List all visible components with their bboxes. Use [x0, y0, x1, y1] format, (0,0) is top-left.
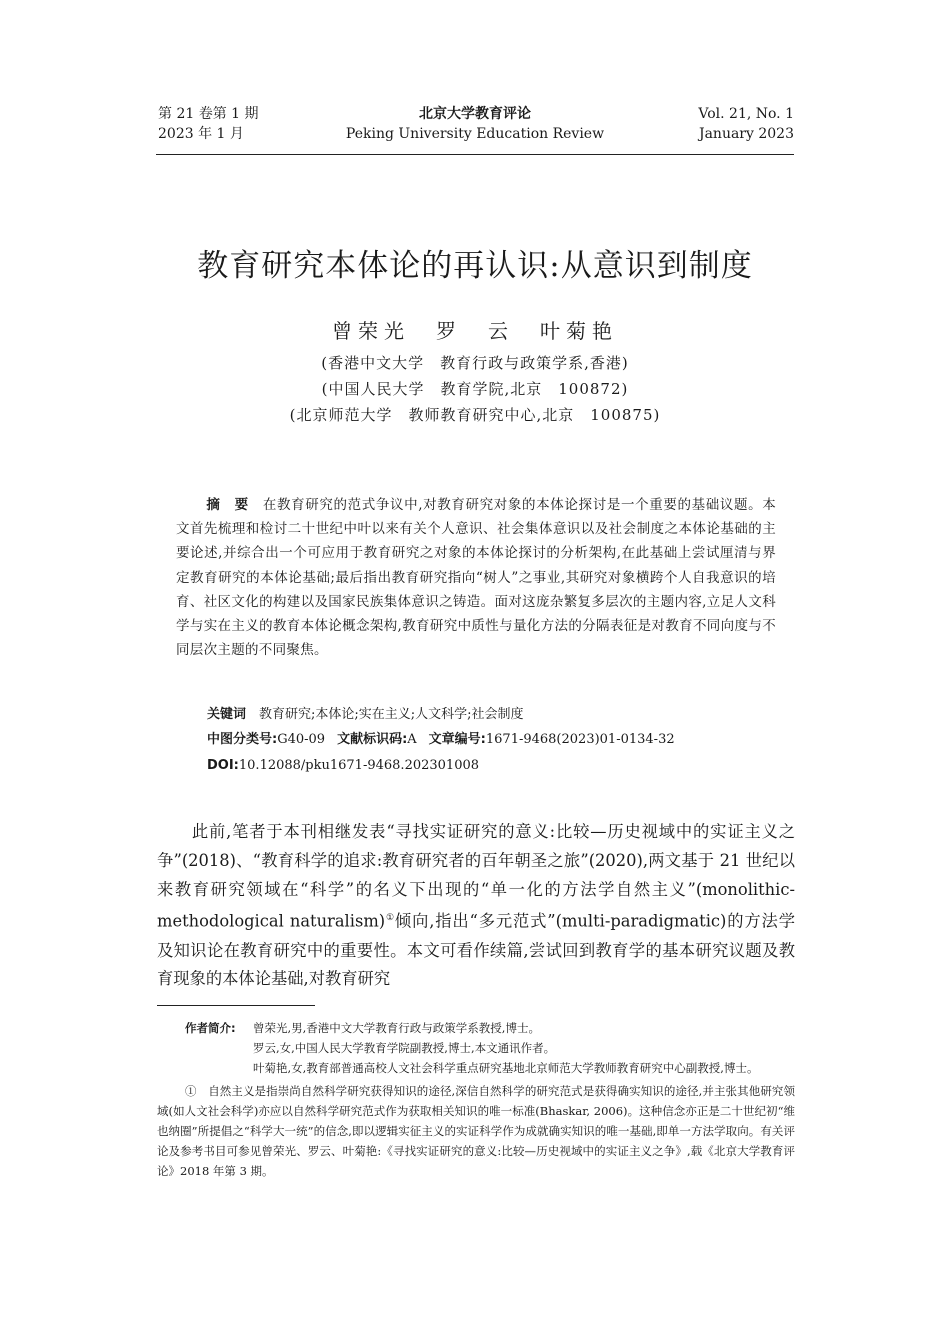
doi	[207, 755, 479, 777]
article-title: 教育研究本体论的再认识:从意识到制度	[197, 248, 753, 284]
abstract-text: 在教育研究的范式争议中,对教育研究对象的本体论探讨是一个重要的基础议题。本文首先梳理和检讨二十世纪中叶以来有关个人意识、社会集体意识以及社会制度之本体论基础的主要论述,并综合出一个可应用于教育研究之对象的本体论探讨的分析架构,在此基础上尝试厘清与界定教育研究的本体论基础;最后指出教育研究指向“树人”之事业,其研究对象横跨个人自我意识的培育、社区文化的构建以及国家民族集体意识之铸造。面对这庞杂繁复多层次的主题内容,立足人文科学与实在主义的教育本体论概念架构,教育研究中质性与量化方法的分隔表征是对教育不同向度与不同层次主题的不同聚焦。	[176, 497, 777, 659]
author-info-line: 曾荣光,男,香港中文大学教育行政与政策学系教授,博士。	[253, 1021, 540, 1035]
author-info-label: 作者简介:	[185, 1021, 236, 1035]
abstract-label: 摘 要	[206, 497, 249, 513]
volume-cn: 第 21 卷第 1 期	[158, 106, 259, 122]
journal-title-en: Peking University Education Review	[345, 126, 605, 142]
keywords-text: 教育研究;本体论;实在主义;人文科学;社会制度	[259, 707, 524, 722]
volume-en: Vol. 21, No. 1	[698, 106, 794, 122]
footnote-rule	[157, 1005, 315, 1006]
doi-value[interactable]: 10.12088/pku1671-9468.202301008	[238, 758, 480, 773]
author-info-lines	[253, 1018, 795, 1078]
doc-code-label: 文献标识码:	[337, 732, 408, 747]
footnote-marker: ①	[185, 1084, 197, 1098]
affiliation-line: (香港中文大学 教育行政与政策学系,香港)	[321, 354, 629, 372]
author-info-line: 罗云,女,中国人民大学教育学院副教授,博士,本文通讯作者。	[253, 1041, 556, 1055]
doc-code-value: A	[407, 732, 417, 747]
header-rule	[156, 154, 794, 155]
journal-title-cn: 北京大学教育评论	[419, 106, 531, 122]
doi-label: DOI:	[207, 758, 239, 773]
clc-label: 中图分类号:	[207, 732, 278, 747]
header-right	[698, 104, 794, 144]
classification	[207, 729, 675, 751]
author-info-line: 叶菊艳,女,教育部普通高校人文社会科学重点研究基地北京师范大学教师教育研究中心副教授,博士。	[253, 1061, 759, 1075]
abstract	[176, 493, 776, 662]
clc-value: G40-09	[277, 732, 326, 747]
date-en: January 2023	[698, 126, 794, 142]
body-text-part2: 倾向,指出“多元范式”(multi-paradigmatic)的方法学及知识论在教育研究中的重要性。本文可看作续篇,尝试回到教育学的基本研究议题及教育现象的本体论基础,对教育研究	[157, 911, 795, 989]
date-cn: 2023 年 1 月	[158, 126, 244, 142]
body-paragraph	[157, 818, 795, 994]
header-center	[300, 104, 650, 144]
author-info	[157, 1018, 795, 1078]
keywords	[207, 704, 524, 726]
article-number-label: 文章编号:	[428, 732, 486, 747]
footnote	[157, 1081, 795, 1181]
affiliation-line: (中国人民大学 教育学院,北京 100872)	[321, 380, 629, 398]
page-notes	[157, 1018, 795, 1181]
footnote-text: 自然主义是指崇尚自然科学研究获得知识的途径,深信自然科学的研究范式是获得确实知识的途径,并主张其他研究领域(如人文社会科学)亦应以自然科学研究范式作为获取相关知识的唯一标准(Bhaskar, 2006)。这种信念亦正是二十世纪初“维也纳圈”所提倡之“科学大一统”的信念,即以逻辑实征主义的实证科学作为成就确实知识的唯一基础,即单一方法学取向。有关评论及参考书目可参见曾荣光、罗云、叶菊艳:《寻找实证研究的意义:比较—历史视域中的实证主义之争》,载《北京大学教育评论》2018 年第 3 期。	[157, 1084, 796, 1178]
body-text-part1: 此前,笔者于本刊相继发表“寻找实证研究的意义:比较—历史视域中的实证主义之争”(2018)、“教育科学的追求:教育研究者的百年朝圣之旅”(2020),两文基于 21 世纪以来教育研究领域在“科学”的名义下出现的“单一化的方法学自然主义”(monolithic-methodological naturalism)	[157, 822, 795, 931]
affiliation-line: (北京师范大学 教师教育研究中心,北京 100875)	[289, 406, 661, 424]
affiliations	[0, 350, 950, 428]
article-number-value: 1671-9468(2023)01-0134-32	[485, 732, 675, 747]
footnote-ref[interactable]: ①	[385, 913, 395, 924]
header-left	[158, 104, 259, 144]
keywords-label: 关键词	[207, 707, 247, 722]
article-authors: 曾荣光 罗 云 叶菊艳	[332, 319, 618, 343]
